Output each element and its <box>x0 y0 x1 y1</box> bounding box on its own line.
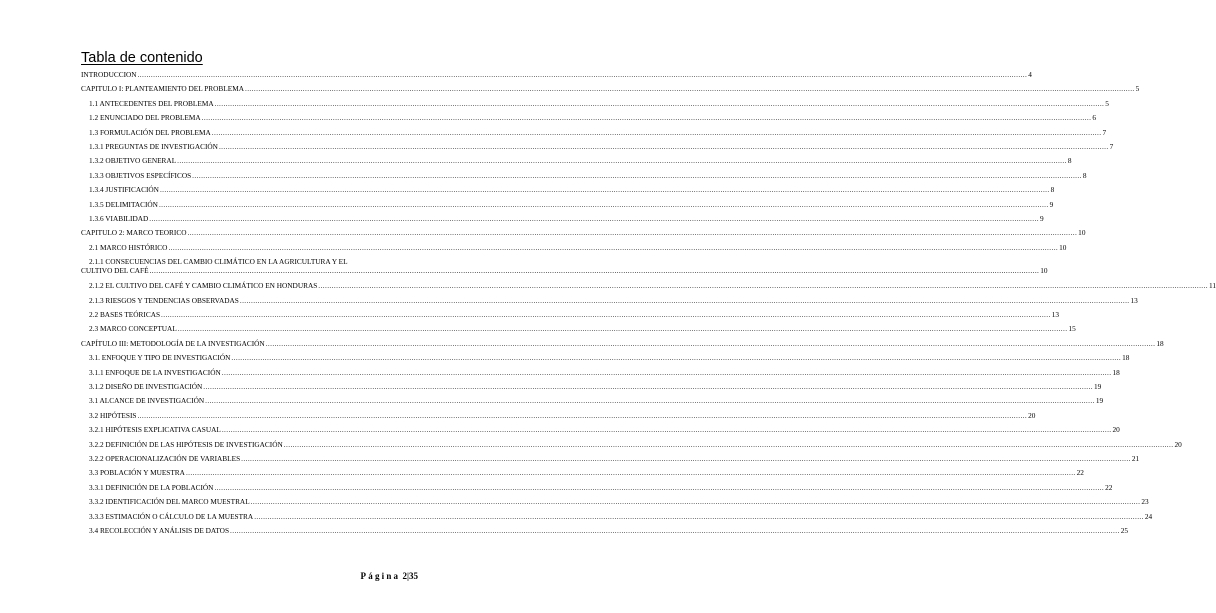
toc-entry-text: 2.1.1 CONSECUENCIAS DEL CAMBIO CLIMÁTICO EN LA AGRICULTURA Y EL <box>89 257 348 267</box>
toc-leader-dots: ................................................................................................................................................................................................................................................................................................................................................................................................................ <box>137 70 1028 79</box>
toc-entry-text: 3.3 POBLACIÓN Y MUESTRA <box>89 468 185 478</box>
toc-entry[interactable] <box>81 468 1084 478</box>
toc-entry-text: CAPITULO I: PLANTEAMIENTO DEL PROBLEMA <box>81 84 244 94</box>
toc-leader-dots: ................................................................................................................................................................................................................................................................................................................................................................................................................ <box>254 511 1144 521</box>
toc-entry-page: 7 <box>1102 127 1107 137</box>
toc-leader-dots: ................................................................................................................................................................................................................................................................................................................................................................................................................ <box>158 199 1049 209</box>
toc-entry[interactable] <box>81 242 1067 252</box>
toc-entry-page: 4 <box>1028 70 1032 79</box>
toc-entry[interactable] <box>81 396 1104 406</box>
toc-entry-page: 19 <box>1093 382 1102 392</box>
toc-entry[interactable] <box>81 98 1109 108</box>
toc-entry-text: 2.3 MARCO CONCEPTUAL <box>89 324 177 334</box>
toc-entry-text: 3.2 HIPÓTESIS <box>89 410 137 420</box>
toc-entry[interactable] <box>81 410 1036 420</box>
toc-entry-text: INTRODUCCION <box>81 70 137 79</box>
toc-entry[interactable] <box>81 213 1044 223</box>
toc-entry-page: 8 <box>1082 170 1087 180</box>
toc-entry-page: 18 <box>1122 353 1130 363</box>
table-of-contents <box>81 70 1216 540</box>
toc-entry-text: 3.1. ENFOQUE Y TIPO DE INVESTIGACIÓN <box>89 353 231 363</box>
toc-entry[interactable] <box>81 525 1128 535</box>
toc-leader-dots: ................................................................................................................................................................................................................................................................................................................................................................................................................ <box>250 497 1141 507</box>
toc-entry-page: 23 <box>1141 497 1149 507</box>
toc-leader-dots: ................................................................................................................................................................................................................................................................................................................................................................................................................ <box>185 468 1076 478</box>
page-total: 35 <box>409 571 418 581</box>
toc-leader-dots: ................................................................................................................................................................................................................................................................................................................................................................................................................ <box>221 425 1112 435</box>
toc-entry-page: 22 <box>1105 482 1113 492</box>
toc-leader-dots: ................................................................................................................................................................................................................................................................................................................................................................................................................ <box>230 525 1120 535</box>
toc-entry-page: 18 <box>1112 367 1120 377</box>
toc-entry-page: 6 <box>1092 113 1096 123</box>
toc-entry-text: 3.2.2 OPERACIONALIZACIÓN DE VARIABLES <box>89 453 241 463</box>
toc-entry-text: 1.2 ENUNCIADO DEL PROBLEMA <box>89 113 201 123</box>
toc-entry[interactable] <box>81 425 1120 435</box>
toc-entry-text: 3.3.1 DEFINICIÓN DE LA POBLACIÓN <box>89 482 214 492</box>
toc-leader-dots: ................................................................................................................................................................................................................................................................................................................................................................................................................ <box>214 482 1105 492</box>
page-label: Página <box>360 571 401 581</box>
page-number: 2 <box>402 571 408 581</box>
toc-leader-dots: ................................................................................................................................................................................................................................................................................................................................................................................................................ <box>241 453 1131 463</box>
toc-entry-text: 1.1 ANTECEDENTES DEL PROBLEMA <box>89 98 214 108</box>
toc-entry[interactable] <box>81 482 1113 492</box>
toc-entry-text: 3.3.2 IDENTIFICACIÓN DEL MARCO MUESTRAL <box>89 497 250 507</box>
toc-entry-text: 1.3.5 DELIMITACIÓN <box>89 199 158 209</box>
toc-entry[interactable] <box>81 310 1060 320</box>
toc-entry[interactable] <box>81 497 1149 507</box>
toc-leader-dots: ................................................................................................................................................................................................................................................................................................................................................................................................................ <box>161 310 1051 320</box>
toc-entry[interactable] <box>81 453 1140 463</box>
toc-entry[interactable] <box>81 185 1055 195</box>
toc-leader-dots: ................................................................................................................................................................................................................................................................................................................................................................................................................ <box>203 382 1093 392</box>
toc-entry-page: 10 <box>1059 242 1067 252</box>
page-separator: | <box>407 571 409 581</box>
toc-entry-text: 3.4 RECOLECCIÓN Y ANÁLISIS DE DATOS <box>89 525 229 535</box>
toc-entry-page: 7 <box>1109 141 1114 151</box>
toc-entry-text: 1.3 FORMULACIÓN DEL PROBLEMA <box>89 127 211 137</box>
toc-entry-page: 25 <box>1120 525 1128 535</box>
toc-leader-dots: ................................................................................................................................................................................................................................................................................................................................................................................................................ <box>211 127 1102 137</box>
toc-leader-dots: ................................................................................................................................................................................................................................................................................................................................................................................................................ <box>137 410 1028 420</box>
toc-entry[interactable] <box>81 382 1102 392</box>
toc-entry[interactable] <box>81 511 1153 521</box>
toc-leader-dots: ................................................................................................................................................................................................................................................................................................................................................................................................................ <box>149 266 1040 276</box>
toc-leader-dots: ................................................................................................................................................................................................................................................................................................................................................................................................................ <box>244 84 1135 94</box>
toc-entry-text: 1.3.4 JUSTIFICACIÓN <box>89 185 159 195</box>
toc-leader-dots: ................................................................................................................................................................................................................................................................................................................................................................................................................ <box>218 141 1109 151</box>
toc-entry-page: 22 <box>1076 468 1084 478</box>
toc-leader-dots: ................................................................................................................................................................................................................................................................................................................................................................................................................ <box>177 156 1067 166</box>
toc-leader-dots: ................................................................................................................................................................................................................................................................................................................................................................................................................ <box>318 281 1208 291</box>
toc-entry[interactable] <box>81 84 1140 94</box>
toc-entry[interactable] <box>81 257 1048 276</box>
toc-entry[interactable] <box>81 439 1182 449</box>
toc-leader-dots: ................................................................................................................................................................................................................................................................................................................................................................................................................ <box>168 242 1059 252</box>
toc-entry[interactable] <box>81 127 1107 137</box>
toc-title: Tabla de contenido <box>81 50 203 66</box>
toc-entry[interactable] <box>81 156 1072 166</box>
toc-leader-dots: ................................................................................................................................................................................................................................................................................................................................................................................................................ <box>265 338 1156 348</box>
toc-entry-page: 19 <box>1095 396 1104 406</box>
toc-leader-dots: ................................................................................................................................................................................................................................................................................................................................................................................................................ <box>214 98 1105 108</box>
toc-entry-page: 10 <box>1040 266 1048 276</box>
toc-entry[interactable] <box>81 295 1138 305</box>
toc-leader-dots: ................................................................................................................................................................................................................................................................................................................................................................................................................ <box>239 295 1130 305</box>
toc-entry-page: 5 <box>1135 84 1140 94</box>
toc-entry-page: 13 <box>1130 295 1138 305</box>
toc-entry-text: 3.1.1 ENFOQUE DE LA INVESTIGACIÓN <box>89 367 221 377</box>
toc-entry-page: 8 <box>1067 156 1072 166</box>
toc-entry-text: 2.1.2 EL CULTIVO DEL CAFÉ Y CAMBIO CLIMÁTICO EN HONDURAS <box>89 281 318 291</box>
toc-entry[interactable] <box>81 70 1032 79</box>
toc-entry-page: 18 <box>1156 338 1164 348</box>
toc-entry-text: 2.2 BASES TEÓRICAS <box>89 310 161 320</box>
toc-leader-dots: ................................................................................................................................................................................................................................................................................................................................................................................................................ <box>192 170 1082 180</box>
toc-leader-dots: ................................................................................................................................................................................................................................................................................................................................................................................................................ <box>283 439 1174 449</box>
toc-entry-text: CAPITULO 2: MARCO TEORICO <box>81 228 187 238</box>
toc-leader-dots: ................................................................................................................................................................................................................................................................................................................................................................................................................ <box>221 367 1112 377</box>
toc-leader-dots: ................................................................................................................................................................................................................................................................................................................................................................................................................ <box>187 228 1078 238</box>
toc-entry-page: 24 <box>1144 511 1153 521</box>
toc-leader-dots: ................................................................................................................................................................................................................................................................................................................................................................................................................ <box>177 324 1068 334</box>
page-footer <box>361 571 418 581</box>
toc-entry[interactable] <box>81 281 1216 291</box>
toc-entry[interactable] <box>81 338 1164 348</box>
toc-entry-text: 1.3.3 OBJETIVOS ESPECÍFICOS <box>89 170 192 180</box>
toc-entry-text: 1.3.1 PREGUNTAS DE INVESTIGACIÓN <box>89 141 218 151</box>
toc-entry-text: 3.2.1 HIPÓTESIS EXPLICATIVA CASUAL <box>89 425 221 435</box>
toc-entry-page: 9 <box>1039 213 1044 223</box>
toc-entry-text: CULTIVO DEL CAFÉ <box>81 266 149 276</box>
toc-entry-text: 3.1.2 DISEÑO DE INVESTIGACIÓN <box>89 382 203 392</box>
toc-entry-text: 3.1 ALCANCE DE INVESTIGACIÓN <box>89 396 205 406</box>
toc-leader-dots: ................................................................................................................................................................................................................................................................................................................................................................................................................ <box>231 353 1122 363</box>
toc-entry[interactable] <box>81 170 1087 180</box>
toc-leader-dots: ................................................................................................................................................................................................................................................................................................................................................................................................................ <box>159 185 1050 195</box>
toc-entry[interactable] <box>81 228 1086 238</box>
toc-entry-page: 10 <box>1078 228 1086 238</box>
toc-entry-page: 21 <box>1131 453 1140 463</box>
toc-entry[interactable] <box>81 199 1054 209</box>
toc-entry-page: 20 <box>1028 410 1036 420</box>
toc-entry-page: 9 <box>1049 199 1054 209</box>
toc-entry[interactable] <box>81 113 1096 123</box>
toc-entry-text: 2.1 MARCO HISTÓRICO <box>89 242 168 252</box>
toc-entry-text: CAPÍTULO III: METODOLOGÍA DE LA INVESTIGACIÓN <box>81 338 265 348</box>
toc-leader-dots: ................................................................................................................................................................................................................................................................................................................................................................................................................ <box>201 113 1092 123</box>
toc-entry-page: 15 <box>1068 324 1076 334</box>
toc-leader-dots: ................................................................................................................................................................................................................................................................................................................................................................................................................ <box>205 396 1095 406</box>
toc-entry-page: 11 <box>1208 281 1216 291</box>
toc-entry-text: 3.2.2 DEFINICIÓN DE LAS HIPÓTESIS DE INVESTIGACIÓN <box>89 439 283 449</box>
toc-entry-text: 1.3.2 OBJETIVO GENERAL <box>89 156 177 166</box>
toc-entry[interactable] <box>81 141 1114 151</box>
toc-entry[interactable] <box>81 353 1130 363</box>
toc-entry-text: 2.1.3 RIESGOS Y TENDENCIAS OBSERVADAS <box>89 295 239 305</box>
toc-entry[interactable] <box>81 324 1076 334</box>
toc-entry-text: 1.3.6 VIABILIDAD <box>89 213 149 223</box>
toc-entry-page: 20 <box>1174 439 1182 449</box>
toc-entry-page: 5 <box>1105 98 1109 108</box>
toc-entry-page: 20 <box>1112 425 1120 435</box>
toc-leader-dots: ................................................................................................................................................................................................................................................................................................................................................................................................................ <box>149 213 1039 223</box>
toc-entry-page: 13 <box>1051 310 1060 320</box>
toc-entry[interactable] <box>81 367 1120 377</box>
toc-entry-page: 8 <box>1050 185 1055 195</box>
toc-entry-text: 3.3.3 ESTIMACIÓN O CÁLCULO DE LA MUESTRA <box>89 511 254 521</box>
